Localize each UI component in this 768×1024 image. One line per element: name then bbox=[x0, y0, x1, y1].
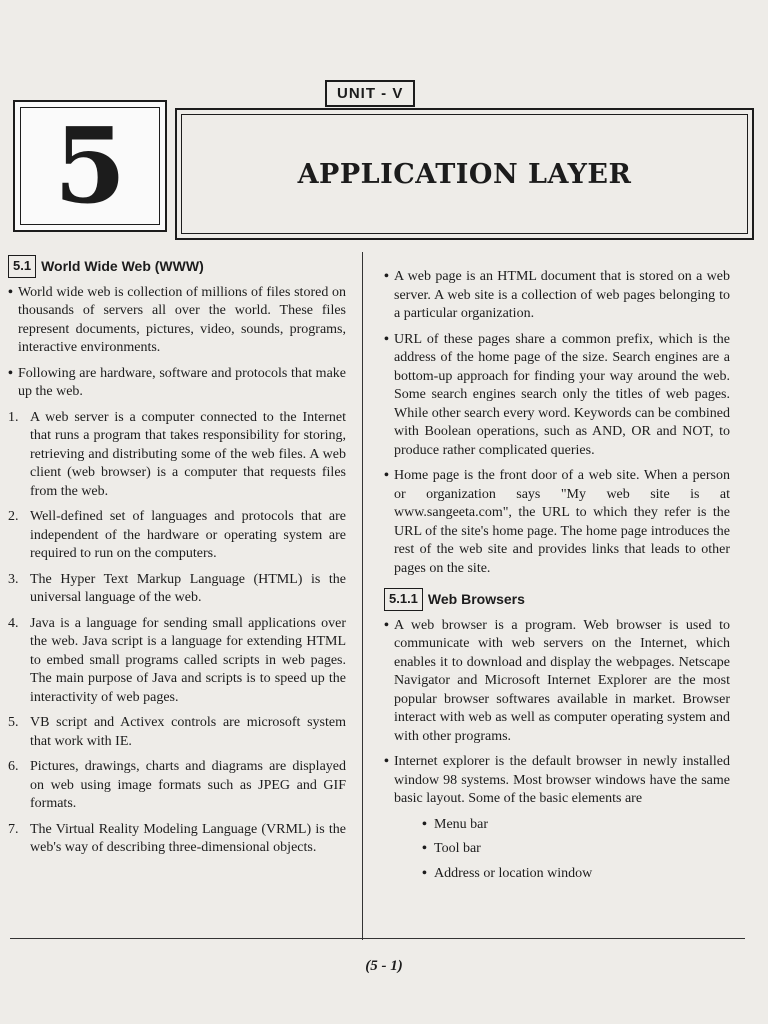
chapter-number: 5 bbox=[53, 104, 127, 227]
element-label: Address or location window bbox=[434, 865, 593, 881]
paragraph: World wide web is collection of millions of files stored on thousands of servers all over the world. These files represent documents, pictures, video, sounds, programs, interactive environments. bbox=[18, 284, 346, 355]
paragraph: URL of these pages share a common prefix, which is the address of the home page of the size. Search engines are a bottom-up approach for finding your way around the web. Some search engines search only the titles of web pages. While other search every word. Keywords can be combined with Boolean operations, such as AND, OR and NOT, to produce rather complicated queries. bbox=[394, 331, 730, 458]
bullet-icon: • bbox=[384, 331, 389, 347]
item-number: 4. bbox=[8, 615, 19, 631]
section-heading bbox=[8, 255, 346, 278]
left-column bbox=[8, 255, 346, 865]
right-column bbox=[384, 268, 730, 889]
item-number: 2. bbox=[8, 509, 19, 524]
element-item bbox=[422, 840, 730, 859]
bullet-icon: • bbox=[384, 269, 389, 284]
numbered-item bbox=[8, 821, 346, 858]
item-number: 3. bbox=[8, 571, 19, 587]
chapter-title-box bbox=[175, 108, 754, 240]
bullet-icon: • bbox=[8, 284, 13, 300]
bullet-icon: • bbox=[422, 841, 427, 856]
item-number: 7. bbox=[8, 821, 19, 837]
page-number: (5 - 1) bbox=[365, 958, 403, 974]
item-number: 6. bbox=[8, 759, 19, 774]
list-item bbox=[384, 617, 730, 747]
footer-rule bbox=[10, 938, 745, 939]
chapter-number-box bbox=[13, 100, 167, 232]
numbered-item bbox=[8, 409, 346, 502]
subsection-heading bbox=[384, 588, 730, 611]
element-item bbox=[422, 865, 730, 884]
numbered-item bbox=[8, 615, 346, 708]
list-item bbox=[8, 284, 346, 358]
bullet-icon: • bbox=[422, 865, 427, 881]
list-item bbox=[384, 467, 730, 578]
element-item bbox=[422, 816, 730, 835]
paragraph: Java is a language for sending small applications over the web. Java script is a language for extending HTML to embed small programs called scripts in web pages. The main purpose of Java and scripts is to speed up the interactivity of web pages. bbox=[30, 615, 346, 705]
column-divider bbox=[362, 252, 363, 940]
paragraph: Following are hardware, software and protocols that make up the web. bbox=[18, 365, 346, 399]
list-item bbox=[384, 753, 730, 809]
bullet-icon: • bbox=[384, 754, 389, 769]
paragraph: Pictures, drawings, charts and diagrams are displayed on web using image formats such as JPEG and GIF formats. bbox=[30, 759, 346, 811]
unit-label: UNIT - V bbox=[325, 80, 415, 107]
paragraph: Well-defined set of languages and protocols that are independent of the hardware or operating system are required to run on the computers. bbox=[30, 509, 346, 561]
item-number: 5. bbox=[8, 715, 19, 730]
section-title: Web Browsers bbox=[427, 591, 525, 607]
bullet-icon: • bbox=[384, 617, 389, 633]
section-number: 5.1 bbox=[8, 255, 36, 278]
bullet-icon: • bbox=[384, 468, 389, 483]
paragraph: A web browser is a program. Web browser is used to communicate with web servers on the Internet, which enables it to download and display the webpages. Netscape Navigator and Microsoft Internet Explorer are the most popular browser softwares available in market. Browser interact with web as well as computer operating system and with other programs. bbox=[394, 617, 730, 744]
element-label: Tool bar bbox=[434, 841, 481, 856]
section-number: 5.1.1 bbox=[384, 588, 423, 611]
bullet-icon: • bbox=[422, 816, 427, 832]
paragraph: The Hyper Text Markup Language (HTML) is the universal language of the web. bbox=[30, 571, 346, 605]
numbered-item bbox=[8, 571, 346, 608]
paragraph: A web page is an HTML document that is stored on a web server. A web site is a collection of web pages belonging to a particular organization. bbox=[394, 269, 730, 321]
list-item bbox=[384, 268, 730, 324]
bullet-icon: • bbox=[8, 365, 13, 381]
element-label: Menu bar bbox=[434, 816, 489, 832]
numbered-item bbox=[8, 714, 346, 751]
numbered-item bbox=[8, 508, 346, 564]
paragraph: A web server is a computer connected to the Internet that runs a program that takes responsibility for storing, retrieving and distributing some of the web files. A web client (web browser) is a computer that requests files from the web. bbox=[30, 409, 346, 499]
paragraph: Internet explorer is the default browser in newly installed window 98 systems. Most browser windows have the same basic layout. Some of the basic elements are bbox=[394, 754, 730, 806]
paragraph: Home page is the front door of a web site. When a person or organization says "My web site is at www.sangeeta.com", the URL to which they refer is the URL of the site's home page. The home page introduces the rest of the web site and provides links that leads to other pages on the site. bbox=[394, 468, 730, 576]
list-item bbox=[384, 331, 730, 461]
paragraph: The Virtual Reality Modeling Language (VRML) is the web's way of describing three-dimensional objects. bbox=[30, 821, 346, 855]
section-title: World Wide Web (WWW) bbox=[41, 258, 204, 274]
chapter-title: APPLICATION LAYER bbox=[297, 158, 632, 190]
paragraph: VB script and Activex controls are microsoft system that work with IE. bbox=[30, 715, 346, 749]
item-number: 1. bbox=[8, 409, 19, 425]
numbered-item bbox=[8, 758, 346, 814]
list-item bbox=[8, 365, 346, 402]
